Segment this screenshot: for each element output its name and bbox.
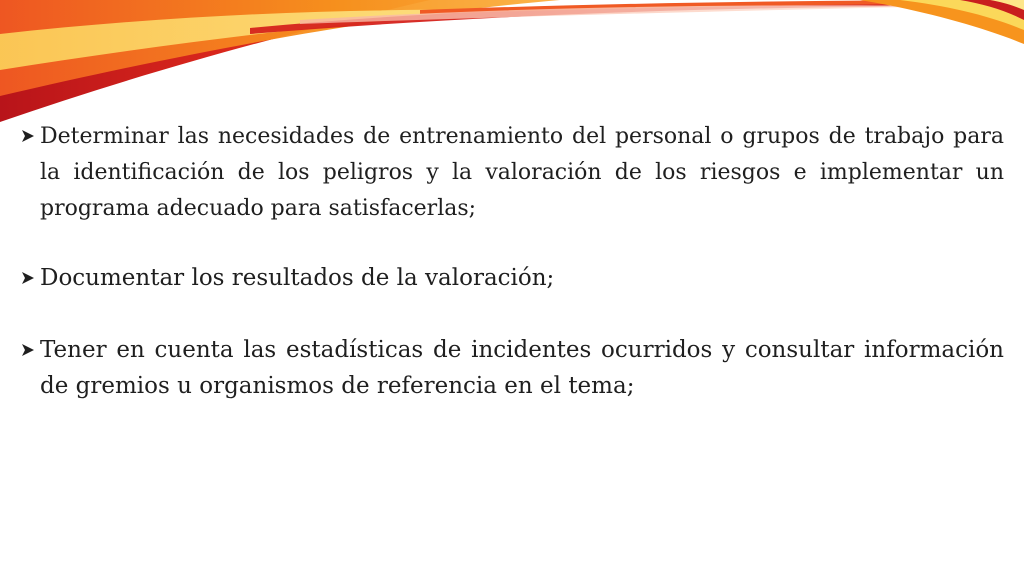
bullet-text: Documentar los resultados de la valoración; [40,265,555,291]
bullet-text: Tener en cuenta las estadísticas de incidentes ocurridos y consultar información de gremios u organismos de referencia en el tema; [40,337,1004,399]
arrowhead-bullet-icon [18,260,38,296]
bullet-item [18,118,1004,226]
bullet-text: Determinar las necesidades de entrenamiento del personal o grupos de trabajo para la identificación de los peligros y la valoración de los riesgos e implementar un programa adecuado para satisfacerlas; [40,124,1004,221]
bullet-item [18,332,1004,404]
arrowhead-bullet-icon [18,332,38,368]
bullet-list [18,118,1004,404]
bullet-item [18,260,1004,296]
arrowhead-bullet-icon [18,118,38,154]
decorative-swoosh-banner [0,0,1024,130]
